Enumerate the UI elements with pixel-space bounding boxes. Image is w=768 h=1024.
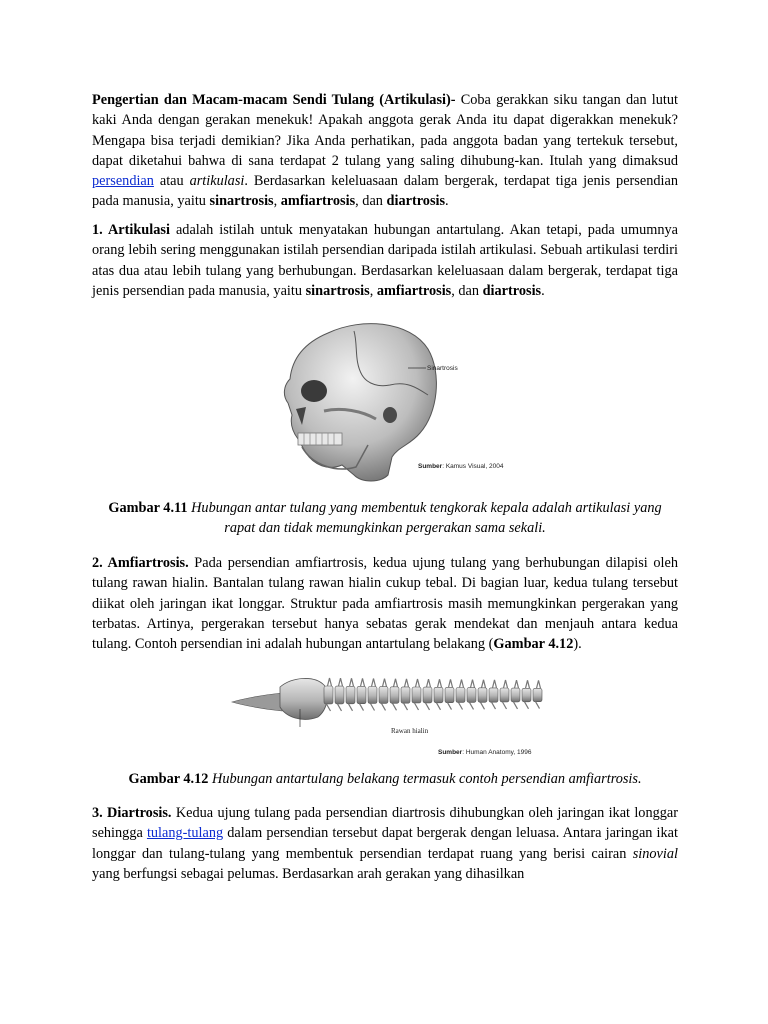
rawan-hialin-label: Rawan hialin bbox=[391, 726, 429, 735]
intro-italic-term: artikulasi bbox=[189, 173, 245, 190]
section-1-term-amfiartrosis: amfiartrosis bbox=[376, 282, 452, 299]
figure-2-caption-number: Gambar 4.12 bbox=[128, 770, 209, 787]
section-3-text-3: yang berfungsi sebagai pelumas. Berdasarkan arah gerakan yang dihasilkan bbox=[92, 866, 525, 883]
vertebra bbox=[467, 687, 476, 702]
section-2-paragraph bbox=[92, 553, 678, 654]
vertebrae-group bbox=[324, 678, 542, 711]
intro-term-sinartrosis: sinartrosis bbox=[209, 193, 274, 210]
section-1-term-sinartrosis: sinartrosis bbox=[305, 282, 370, 299]
section-3-italic-term: sinovial bbox=[632, 845, 678, 862]
section-1-text: adalah istilah untuk menyatakan hubungan antartulang. Akan tetapi, pada umumnya orang lebih sering menggunakan istilah persendian daripada istilah artikulasi. Sebuah artikulasi terdiri atas dua atau lebih tulang yang berhubungan. Berdasarkan keleluasaan dalam bergerak, terdapat tiga jenis persendian pada manusia, yaitu bbox=[92, 222, 678, 299]
figure-skull bbox=[92, 315, 678, 495]
vertebra bbox=[357, 686, 366, 703]
intro-end: . bbox=[445, 193, 449, 210]
vertebra bbox=[379, 686, 388, 703]
section-2-end: ). bbox=[573, 636, 582, 653]
section-2-heading: 2. Amfiartrosis. bbox=[92, 555, 189, 572]
section-3-text-2: dalam persendian tersebut dapat bergerak dengan leluasa. Antara jaringan ikat longgar dan tulang-tulang yang membentuk persendian terdapat ruang yang berisi cairan bbox=[92, 825, 678, 862]
figure-1-caption-number: Gambar 4.11 bbox=[108, 500, 188, 517]
intro-text: Coba gerakkan siku tangan dan lutut kaki Anda dengan gerakan menekuk! Apakah anggota gerak Anda itu dapat digerakkan menekuk? Mengapa bisa terjadi demikian? Jika Anda perhatikan, pada anggota badan yang tertekuk tersebut, dapat diketahui bahwa di sana terdapat 2 tulang yang saling dihubung-kan. Itulah yang dimaksud bbox=[92, 92, 678, 169]
section-1-sep-2: , dan bbox=[451, 282, 483, 299]
intro-text-2: atau bbox=[153, 173, 190, 190]
intro-term-amfiartrosis: amfiartrosis bbox=[280, 193, 356, 210]
tulang-tulang-link[interactable]: tulang-tulang bbox=[146, 825, 224, 842]
vertebra bbox=[346, 686, 355, 704]
vertebra bbox=[489, 687, 498, 701]
skull-illustration bbox=[92, 315, 678, 495]
figure-1-source bbox=[418, 463, 504, 470]
figure-2-source-bold: Sumber bbox=[438, 748, 463, 756]
figure-spine bbox=[92, 669, 678, 769]
figure-1-source-text: : Kamus Visual, 2004 bbox=[442, 463, 504, 471]
section-3-heading: 3. Diartrosis. bbox=[92, 805, 172, 822]
vertebra bbox=[478, 687, 487, 702]
vertebra bbox=[423, 687, 432, 703]
section-2-figure-ref: Gambar 4.12 bbox=[493, 636, 574, 653]
section-1-end: . bbox=[541, 282, 545, 299]
intro-sep-2: , dan bbox=[355, 193, 387, 210]
figure-2-source bbox=[438, 749, 531, 756]
vertebra bbox=[368, 686, 377, 703]
vertebra bbox=[412, 687, 421, 703]
section-1-sep-1: , bbox=[369, 282, 377, 299]
vertebra bbox=[522, 688, 531, 702]
figure-2-caption bbox=[92, 769, 678, 789]
section-1-term-diartrosis: diartrosis bbox=[482, 282, 542, 299]
vertebra bbox=[511, 688, 520, 702]
vertebra bbox=[456, 687, 465, 702]
vertebra bbox=[445, 687, 454, 702]
spine-illustration bbox=[92, 669, 678, 769]
document-page bbox=[92, 90, 678, 884]
vertebra bbox=[324, 686, 333, 704]
figure-2-caption-text: Hubungan antartulang belakang termasuk contoh persendian amfiartrosis. bbox=[208, 770, 642, 787]
sinartrosis-label: Sinartrosis bbox=[427, 365, 458, 373]
figure-1-source-bold: Sumber bbox=[418, 463, 443, 471]
vertebra bbox=[390, 686, 399, 703]
intro-sep-1: , bbox=[273, 193, 281, 210]
figure-1-caption-text: Hubungan antar tulang yang membentuk tengkorak kepala adalah artikulasi yang rapat dan tidak memungkinkan pergerakan sama sekali. bbox=[187, 500, 662, 537]
section-1-heading: 1. Artikulasi bbox=[92, 222, 170, 238]
intro-text-3: . Berdasarkan keleluasaan dalam bergerak, terdapat tiga jenis persendian pada manusia, yaitu bbox=[92, 173, 678, 210]
vertebra bbox=[500, 688, 509, 702]
vertebra bbox=[401, 686, 410, 702]
vertebra bbox=[533, 688, 542, 701]
intro-title: Pengertian dan Macam-macam Sendi Tulang (Artikulasi)- bbox=[92, 92, 456, 108]
vertebra bbox=[335, 686, 344, 704]
vertebra bbox=[434, 687, 443, 703]
intro-term-diartrosis: diartrosis bbox=[386, 193, 446, 210]
persendian-link[interactable]: persendian bbox=[92, 173, 154, 190]
intro-paragraph bbox=[92, 90, 678, 212]
section-3-paragraph bbox=[92, 803, 678, 884]
figure-1-caption bbox=[92, 498, 678, 539]
section-1-paragraph bbox=[92, 220, 678, 301]
figure-2-source-text: : Human Anatomy, 1996 bbox=[462, 748, 532, 756]
section-3-text: Kedua ujung tulang pada persendian diartrosis dihubungkan oleh jaringan ikat longgar sehingga bbox=[92, 805, 678, 842]
section-2-text: Pada persendian amfiartrosis, kedua ujung tulang yang berhubungan dilapisi oleh tulang rawan hialin. Bantalan tulang rawan hialin cukup tebal. Di bagian luar, kedua tulang tersebut diikat oleh jaringan ikat longgar. Struktur pada amfiartrosis masih memungkinkan pergerakan yang terbatas. Artinya, pergerakan tersebut hanya sebatas gerak mendekat dan menjauh antara kedua tulang. Contoh persendian ini adalah hubungan antartulang belakang ( bbox=[92, 555, 678, 653]
